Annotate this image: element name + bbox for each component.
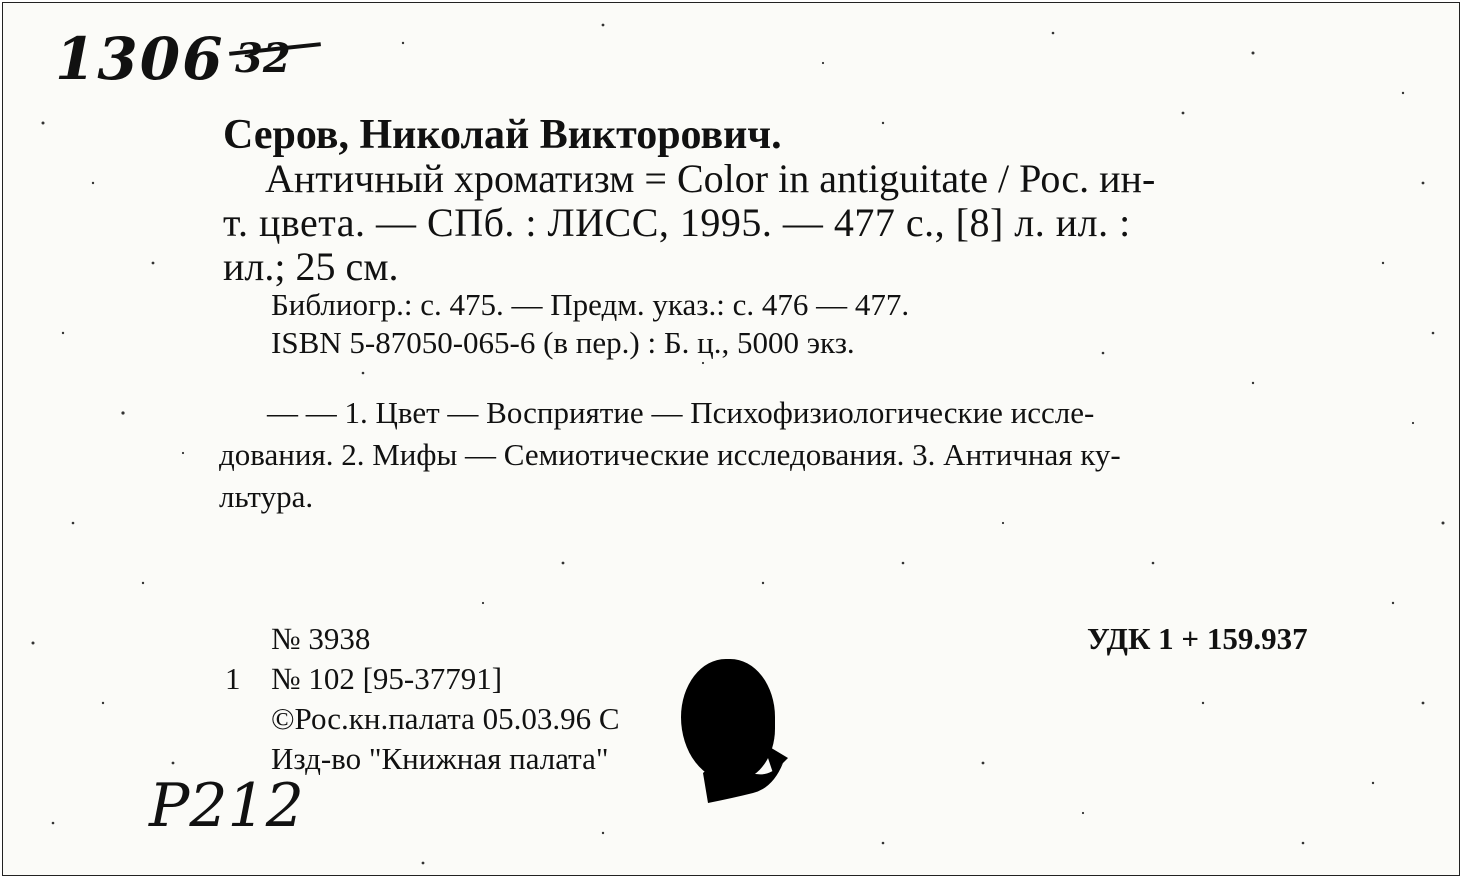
shelf-mark-sub: 32 (235, 35, 291, 82)
ink-stain (693, 733, 803, 813)
bibliography-note: Библиогр.: с. 475. — Предм. указ.: с. 476 — 477. (271, 287, 910, 322)
udk-code: УДК 1 + 159.937 (1087, 621, 1308, 656)
bottom-handwritten-code: Р212 (149, 771, 304, 841)
copy-marker: 1 (225, 661, 241, 696)
isbn-line: ISBN 5-87050-065-6 (в пер.) : Б. ц., 5000 экз. (271, 325, 855, 360)
copyright-line: ©Рос.кн.палата 05.03.96 С (271, 701, 620, 736)
title-line-3: ил.; 25 см. (223, 244, 399, 289)
author-heading: Серов, Николай Викторович. (223, 112, 782, 158)
card-number: № 3938 (271, 621, 371, 656)
title-line-1: Античный хроматизм = Color in antiguitate / Рос. ин- (265, 156, 1156, 201)
subjects-line-3: льтура. (219, 479, 314, 514)
subjects-line-2: дования. 2. Мифы — Семиотические исследования. 3. Античная ку- (219, 437, 1121, 472)
registration-number: № 102 [95-37791] (271, 661, 503, 696)
shelf-mark: 1306 (55, 25, 225, 93)
subjects-line-1: — — 1. Цвет — Восприятие — Психофизиологические иссле- (267, 395, 1095, 430)
publisher-line: Изд-во "Книжная палата" (271, 741, 609, 776)
catalog-card (2, 2, 1460, 876)
title-line-2: т. цвета. — СПб. : ЛИСС, 1995. — 477 с., [8] л. ил. : (223, 200, 1131, 245)
